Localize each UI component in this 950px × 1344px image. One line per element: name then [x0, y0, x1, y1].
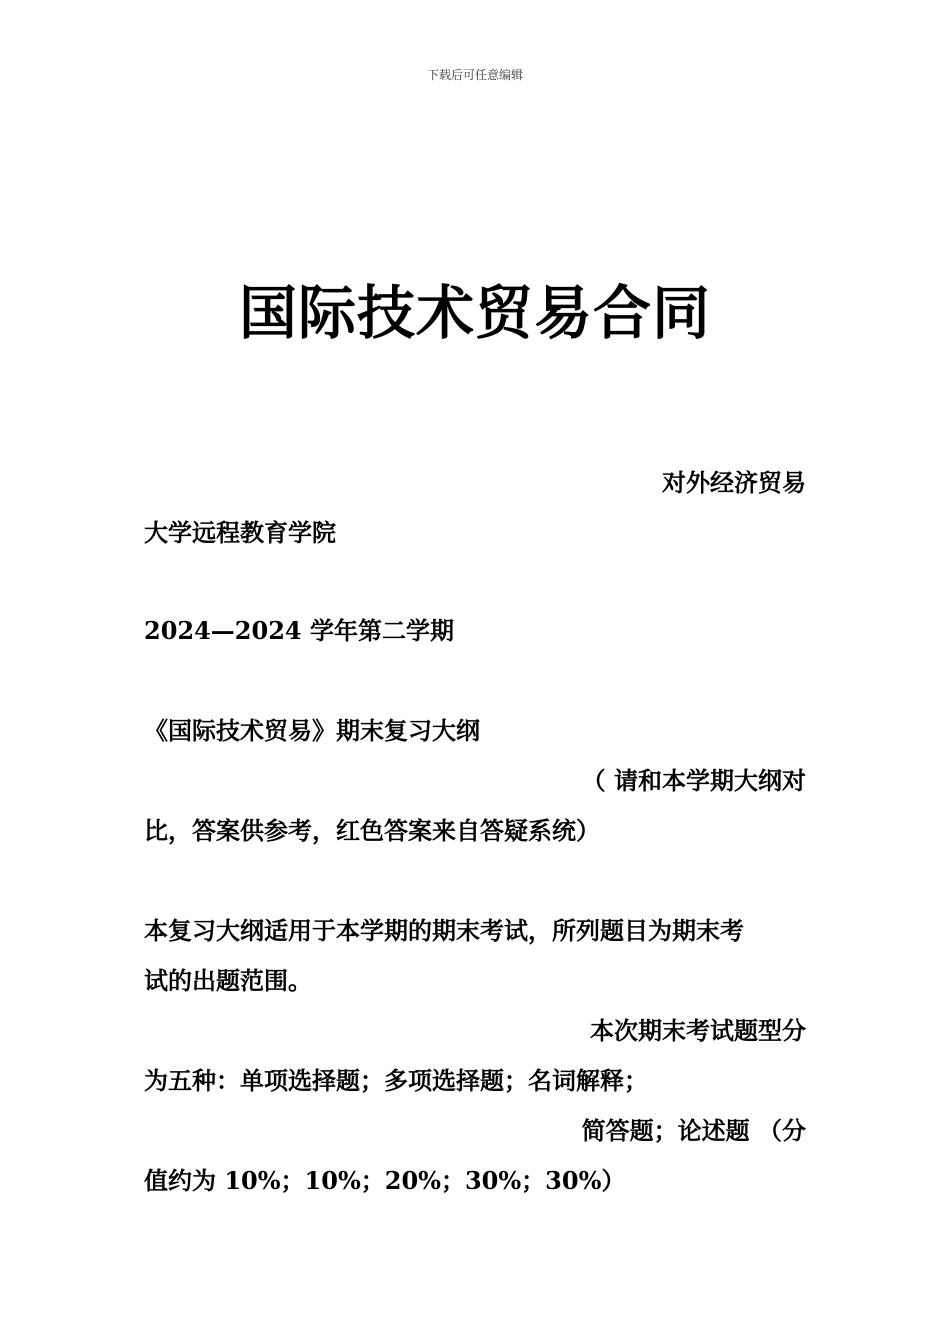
text-line: （ 请和本学期大纲对 — [581, 766, 806, 795]
text-line: 对外经济贸易 — [662, 468, 806, 497]
body-block-4 — [144, 906, 806, 1206]
header-note: 下载后可任意编辑 — [426, 68, 523, 82]
body-block-3 — [144, 706, 806, 856]
text-line: 值约为 10%；10%；20%；30%；30%） — [144, 1166, 626, 1195]
text-line: 本复习大纲适用于本学期的期末考试，所列题目为期末考 — [144, 916, 744, 945]
body-block-1 — [144, 458, 806, 558]
text-line: 为五种：单项选择题；多项选择题；名词解释； — [144, 1066, 648, 1095]
text-line: 试的出题范围。 — [144, 966, 312, 995]
text-line: 简答题；论述题 （分 — [581, 1116, 806, 1145]
semester-line: 2024—2024 学年第二学期 — [144, 616, 454, 645]
outline-title-line: 《国际技术贸易》期末复习大纲 — [144, 716, 480, 745]
document-title: 国际技术贸易合同 — [238, 279, 711, 347]
body-block-2 — [144, 606, 806, 656]
text-line: 本次期末考试题型分 — [590, 1016, 806, 1045]
text-line: 大学远程教育学院 — [144, 518, 336, 547]
text-line: 比，答案供参考，红色答案来自答疑系统） — [144, 816, 600, 845]
